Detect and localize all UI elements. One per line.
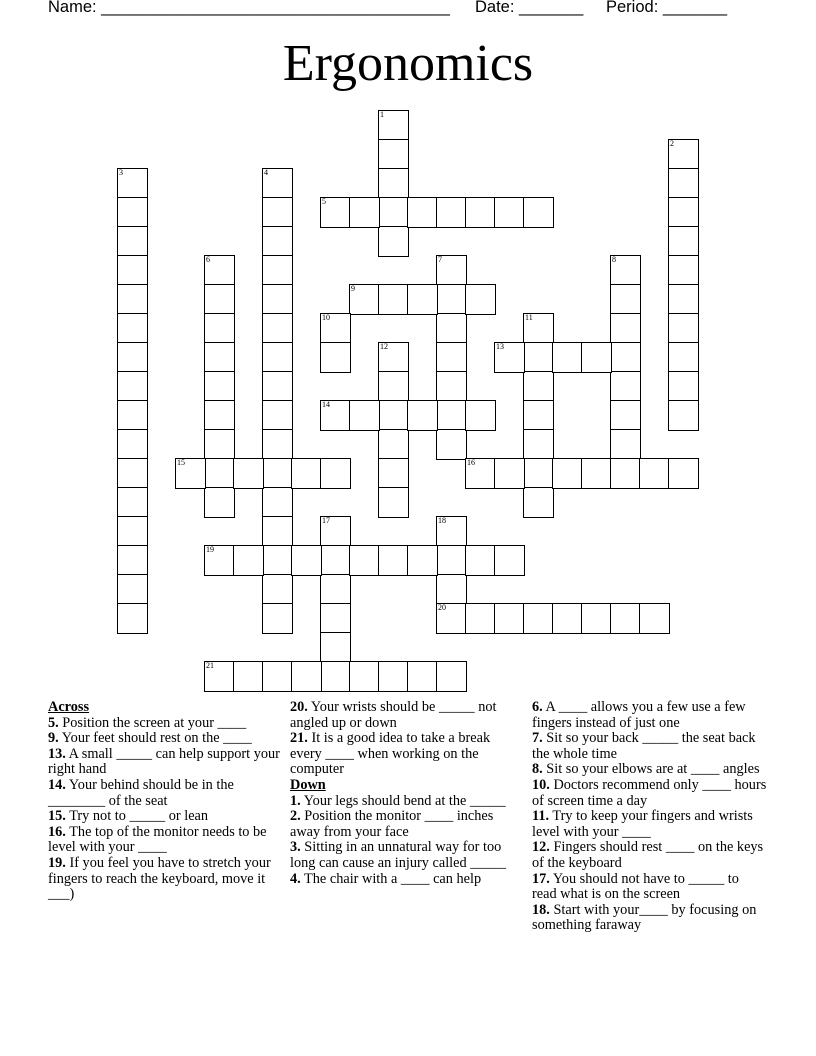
grid-cell[interactable] bbox=[117, 545, 148, 576]
grid-cell[interactable] bbox=[117, 313, 148, 344]
clue-number: 1 bbox=[380, 110, 384, 119]
grid-cell[interactable] bbox=[320, 574, 351, 605]
grid-cell[interactable] bbox=[320, 603, 351, 634]
clue-item-number: 3. bbox=[290, 839, 301, 856]
clue-number: 2 bbox=[670, 139, 674, 148]
clue-item bbox=[532, 700, 767, 731]
grid-cell[interactable] bbox=[204, 342, 235, 373]
clue-item-number: 1. bbox=[290, 792, 301, 809]
grid-cell[interactable] bbox=[320, 632, 351, 663]
clue-section-heading: Across bbox=[48, 699, 90, 715]
grid-cell[interactable] bbox=[552, 603, 583, 634]
clue-item-text: Your legs should bend at the _____ bbox=[300, 792, 506, 809]
clue-item bbox=[48, 747, 283, 778]
grid-cell[interactable] bbox=[233, 458, 264, 489]
grid-cell[interactable] bbox=[494, 342, 525, 373]
grid-cell[interactable] bbox=[378, 487, 409, 518]
clue-number: 10 bbox=[322, 313, 330, 322]
grid-cell[interactable] bbox=[523, 313, 554, 344]
grid-cell[interactable] bbox=[349, 545, 380, 576]
clue-item-number: 17. bbox=[532, 870, 550, 887]
clue-item-text: The top of the monitor needs to be level with your ____ bbox=[48, 823, 267, 856]
clue-item-number: 4. bbox=[290, 870, 301, 887]
grid-cell[interactable] bbox=[117, 429, 148, 460]
grid-cell[interactable] bbox=[117, 197, 148, 228]
clue-item-text: Sit so your elbows are at ____ angles bbox=[542, 761, 760, 778]
grid-cell[interactable] bbox=[610, 429, 641, 460]
grid-cell[interactable] bbox=[378, 284, 409, 315]
grid-cell[interactable] bbox=[262, 458, 293, 489]
clues-column-2 bbox=[290, 700, 522, 887]
grid-cell[interactable] bbox=[378, 400, 409, 431]
grid-cell[interactable] bbox=[117, 487, 148, 518]
grid-cell[interactable] bbox=[117, 226, 148, 257]
name-field-label: Name: ______________________________________ bbox=[48, 0, 450, 16]
grid-cell[interactable] bbox=[494, 603, 525, 634]
grid-cell[interactable] bbox=[668, 458, 699, 489]
clue-item-text: Try to keep your fingers and wrists level with your ____ bbox=[532, 808, 753, 840]
grid-cell[interactable] bbox=[523, 458, 554, 489]
clue-number: 17 bbox=[322, 516, 330, 525]
period-field-label: Period: _______ bbox=[606, 0, 728, 16]
grid-cell[interactable] bbox=[436, 342, 467, 373]
clue-number: 14 bbox=[322, 400, 330, 409]
clue-item bbox=[48, 778, 283, 809]
grid-cell[interactable] bbox=[523, 487, 554, 518]
grid-cell[interactable] bbox=[378, 139, 409, 170]
grid-cell[interactable] bbox=[262, 197, 293, 228]
grid-cell[interactable] bbox=[204, 400, 235, 431]
clue-item-number: 14. bbox=[48, 776, 66, 793]
grid-cell[interactable] bbox=[668, 371, 699, 402]
grid-cell[interactable] bbox=[262, 429, 293, 460]
clue-item-text: Position the monitor ____ inches away from your face bbox=[290, 808, 494, 840]
clue-item-number: 18. bbox=[532, 901, 550, 918]
grid-cell[interactable] bbox=[117, 574, 148, 605]
clue-section-heading: Down bbox=[290, 776, 326, 793]
grid-cell[interactable] bbox=[465, 284, 496, 315]
grid-cell[interactable] bbox=[320, 342, 351, 373]
clue-item bbox=[48, 856, 283, 903]
clue-item bbox=[532, 731, 767, 762]
grid-cell[interactable] bbox=[581, 342, 612, 373]
grid-cell[interactable] bbox=[320, 400, 351, 431]
grid-cell[interactable] bbox=[639, 458, 670, 489]
grid-cell[interactable] bbox=[407, 400, 438, 431]
grid-cell[interactable] bbox=[378, 458, 409, 489]
grid-cell[interactable] bbox=[378, 226, 409, 257]
clue-number: 11 bbox=[525, 313, 533, 322]
grid-cell[interactable] bbox=[204, 429, 235, 460]
grid-cell[interactable] bbox=[175, 458, 206, 489]
clue-item bbox=[48, 731, 283, 747]
grid-cell[interactable] bbox=[494, 458, 525, 489]
grid-cell[interactable] bbox=[291, 458, 322, 489]
clues-column-3 bbox=[532, 700, 767, 934]
grid-cell[interactable] bbox=[117, 516, 148, 547]
grid-cell[interactable] bbox=[262, 313, 293, 344]
grid-cell[interactable] bbox=[436, 429, 467, 460]
clue-item bbox=[48, 825, 283, 856]
grid-cell[interactable] bbox=[610, 603, 641, 634]
grid-cell[interactable] bbox=[465, 545, 496, 576]
grid-cell[interactable] bbox=[668, 400, 699, 431]
clue-item-number: 7. bbox=[532, 730, 543, 747]
clue-number: 20 bbox=[438, 603, 446, 612]
clue-item-text: Sit so your back _____ the seat back the whole time bbox=[532, 730, 756, 762]
grid-cell[interactable] bbox=[320, 545, 351, 576]
grid-cell[interactable] bbox=[117, 458, 148, 489]
grid-cell[interactable] bbox=[204, 284, 235, 315]
grid-cell[interactable] bbox=[378, 342, 409, 373]
grid-cell[interactable] bbox=[436, 545, 467, 576]
grid-cell[interactable] bbox=[436, 313, 467, 344]
clue-item-text: A ____ allows you a few use a few fingers instead of just one bbox=[532, 699, 746, 731]
grid-cell[interactable] bbox=[262, 342, 293, 373]
grid-cell[interactable] bbox=[610, 458, 641, 489]
clue-number: 3 bbox=[119, 168, 123, 177]
grid-cell[interactable] bbox=[378, 168, 409, 199]
clue-number: 15 bbox=[177, 458, 185, 467]
clue-item bbox=[532, 778, 767, 809]
clue-item bbox=[290, 872, 522, 888]
grid-cell[interactable] bbox=[407, 545, 438, 576]
grid-cell[interactable] bbox=[552, 458, 583, 489]
grid-cell[interactable] bbox=[610, 342, 641, 373]
page-title: Ergonomics bbox=[282, 35, 534, 92]
grid-cell[interactable] bbox=[436, 661, 467, 692]
clue-number: 7 bbox=[438, 255, 442, 264]
grid-cell[interactable] bbox=[378, 545, 409, 576]
grid-cell[interactable] bbox=[262, 603, 293, 634]
grid-cell[interactable] bbox=[349, 661, 380, 692]
clue-item bbox=[532, 872, 767, 903]
grid-cell[interactable] bbox=[523, 197, 554, 228]
grid-cell[interactable] bbox=[465, 603, 496, 634]
grid-cell[interactable] bbox=[262, 487, 293, 518]
grid-cell[interactable] bbox=[378, 197, 409, 228]
clue-number: 6 bbox=[206, 255, 210, 264]
grid-cell[interactable] bbox=[610, 400, 641, 431]
grid-cell[interactable] bbox=[320, 516, 351, 547]
grid-cell[interactable] bbox=[291, 545, 322, 576]
grid-cell[interactable] bbox=[610, 313, 641, 344]
clue-item bbox=[290, 840, 522, 871]
grid-cell[interactable] bbox=[320, 197, 351, 228]
grid-cell[interactable] bbox=[204, 255, 235, 286]
clue-item-number: 19. bbox=[48, 854, 66, 871]
grid-cell[interactable] bbox=[465, 197, 496, 228]
clue-number: 12 bbox=[380, 342, 388, 351]
clue-item-number: 2. bbox=[290, 808, 301, 825]
grid-cell[interactable] bbox=[262, 574, 293, 605]
clue-number: 8 bbox=[612, 255, 616, 264]
clue-item bbox=[290, 700, 522, 731]
clue-item-text: You should not have to _____ to read what is on the screen bbox=[532, 870, 739, 903]
grid-cell[interactable] bbox=[262, 168, 293, 199]
clue-item-number: 11. bbox=[532, 808, 550, 825]
grid-cell[interactable] bbox=[349, 284, 380, 315]
grid-cell[interactable] bbox=[668, 342, 699, 373]
clue-item-number: 9. bbox=[48, 730, 59, 747]
clue-item bbox=[532, 840, 767, 871]
grid-cell[interactable] bbox=[291, 661, 322, 692]
grid-cell[interactable] bbox=[320, 313, 351, 344]
grid-cell[interactable] bbox=[436, 284, 467, 315]
clue-item-number: 16. bbox=[48, 823, 66, 840]
grid-cell[interactable] bbox=[523, 603, 554, 634]
grid-cell[interactable] bbox=[262, 226, 293, 257]
grid-cell[interactable] bbox=[407, 661, 438, 692]
grid-cell[interactable] bbox=[494, 545, 525, 576]
clue-item-text: Sitting in an unnatural way for too long can cause an injury called _____ bbox=[290, 839, 506, 871]
grid-cell[interactable] bbox=[610, 255, 641, 286]
clue-number: 21 bbox=[206, 661, 214, 670]
clue-item-number: 5. bbox=[48, 714, 59, 731]
grid-cell[interactable] bbox=[262, 516, 293, 547]
grid-cell[interactable] bbox=[378, 371, 409, 402]
clue-item-text: Doctors recommend only ____ hours of screen time a day bbox=[532, 776, 767, 809]
clue-item bbox=[290, 731, 522, 778]
clue-item-text: Your behind should be in the ________ of the seat bbox=[48, 776, 234, 809]
clue-item-text: Start with your____ by focusing on something faraway bbox=[532, 901, 757, 934]
clue-item bbox=[48, 716, 283, 732]
clue-item-text: A small _____ can help support your right hand bbox=[48, 745, 280, 778]
clue-item-number: 12. bbox=[532, 839, 550, 856]
clue-item bbox=[290, 809, 522, 840]
grid-cell[interactable] bbox=[262, 255, 293, 286]
grid-cell[interactable] bbox=[117, 168, 148, 199]
clue-item-number: 15. bbox=[48, 808, 66, 825]
clue-number: 5 bbox=[322, 197, 326, 206]
clue-number: 4 bbox=[264, 168, 268, 177]
grid-cell[interactable] bbox=[552, 342, 583, 373]
grid-cell[interactable] bbox=[436, 197, 467, 228]
grid-cell[interactable] bbox=[262, 371, 293, 402]
grid-cell[interactable] bbox=[233, 661, 264, 692]
grid-cell[interactable] bbox=[610, 284, 641, 315]
clue-item-text: Your wrists should be _____ not angled up or down bbox=[290, 699, 497, 731]
clue-number: 13 bbox=[496, 342, 504, 351]
grid-cell[interactable] bbox=[436, 516, 467, 547]
clue-item-number: 21. bbox=[290, 730, 308, 747]
grid-cell[interactable] bbox=[262, 545, 293, 576]
clue-number: 19 bbox=[206, 545, 214, 554]
grid-cell[interactable] bbox=[436, 574, 467, 605]
grid-cell[interactable] bbox=[639, 603, 670, 634]
clue-item-text: Try not to _____ or lean bbox=[65, 808, 209, 825]
grid-cell[interactable] bbox=[407, 197, 438, 228]
grid-cell[interactable] bbox=[349, 400, 380, 431]
grid-cell[interactable] bbox=[204, 458, 235, 489]
grid-cell[interactable] bbox=[436, 255, 467, 286]
grid-cell[interactable] bbox=[436, 371, 467, 402]
clue-item-text: Your feet should rest on the ____ bbox=[58, 730, 252, 747]
clue-item-text: Fingers should rest ____ on the keys of the keyboard bbox=[532, 839, 764, 871]
grid-cell[interactable] bbox=[117, 371, 148, 402]
clue-item bbox=[532, 809, 767, 840]
date-field-label: Date: _______ bbox=[475, 0, 584, 16]
clue-item-text: It is a good idea to take a break every ____ when working on the computer bbox=[290, 730, 491, 778]
grid-cell[interactable] bbox=[465, 458, 496, 489]
grid-cell[interactable] bbox=[349, 197, 380, 228]
grid-cell[interactable] bbox=[668, 197, 699, 228]
grid-cell[interactable] bbox=[668, 168, 699, 199]
grid-cell[interactable] bbox=[436, 400, 467, 431]
grid-cell[interactable] bbox=[407, 284, 438, 315]
clues-column-1 bbox=[48, 700, 283, 903]
grid-cell[interactable] bbox=[117, 342, 148, 373]
grid-cell[interactable] bbox=[494, 197, 525, 228]
grid-cell[interactable] bbox=[668, 226, 699, 257]
clue-item-text: Position the screen at your ____ bbox=[58, 714, 247, 731]
clue-item-number: 6. bbox=[532, 699, 543, 715]
grid-cell[interactable] bbox=[610, 371, 641, 402]
grid-cell[interactable] bbox=[204, 661, 235, 692]
grid-cell[interactable] bbox=[204, 313, 235, 344]
clue-number: 18 bbox=[438, 516, 446, 525]
clue-number: 16 bbox=[467, 458, 475, 467]
grid-cell[interactable] bbox=[523, 429, 554, 460]
grid-cell[interactable] bbox=[117, 400, 148, 431]
clue-item bbox=[290, 794, 522, 810]
grid-cell[interactable] bbox=[378, 429, 409, 460]
grid-cell[interactable] bbox=[320, 458, 351, 489]
grid-cell[interactable] bbox=[117, 284, 148, 315]
grid-cell[interactable] bbox=[668, 139, 699, 170]
grid-cell[interactable] bbox=[668, 313, 699, 344]
grid-cell[interactable] bbox=[262, 284, 293, 315]
clue-item-text: If you feel you have to stretch your fingers to reach the keyboard, move it ___) bbox=[48, 854, 271, 903]
grid-cell[interactable] bbox=[581, 458, 612, 489]
clue-item bbox=[48, 809, 283, 825]
grid-cell[interactable] bbox=[204, 545, 235, 576]
clue-item-number: 20. bbox=[290, 699, 308, 715]
grid-cell[interactable] bbox=[204, 487, 235, 518]
grid-cell[interactable] bbox=[523, 371, 554, 402]
grid-cell[interactable] bbox=[668, 284, 699, 315]
clue-item-number: 10. bbox=[532, 776, 550, 793]
grid-cell[interactable] bbox=[320, 661, 351, 692]
grid-cell[interactable] bbox=[117, 603, 148, 634]
grid-cell[interactable] bbox=[262, 661, 293, 692]
grid-cell[interactable] bbox=[465, 400, 496, 431]
grid-cell[interactable] bbox=[523, 342, 554, 373]
grid-cell[interactable] bbox=[668, 255, 699, 286]
grid-cell[interactable] bbox=[436, 603, 467, 634]
grid-cell[interactable] bbox=[233, 545, 264, 576]
grid-cell[interactable] bbox=[378, 661, 409, 692]
clue-item bbox=[532, 762, 767, 778]
grid-cell[interactable] bbox=[204, 371, 235, 402]
clue-number: 9 bbox=[351, 284, 355, 293]
clue-item-text: The chair with a ____ can help bbox=[300, 870, 482, 887]
grid-cell[interactable] bbox=[262, 400, 293, 431]
grid-cell[interactable] bbox=[117, 255, 148, 286]
grid-cell[interactable] bbox=[378, 110, 409, 141]
grid-cell[interactable] bbox=[523, 400, 554, 431]
clue-item-number: 8. bbox=[532, 761, 543, 778]
grid-cell[interactable] bbox=[581, 603, 612, 634]
clue-item-number: 13. bbox=[48, 745, 66, 762]
clue-item bbox=[532, 903, 767, 934]
